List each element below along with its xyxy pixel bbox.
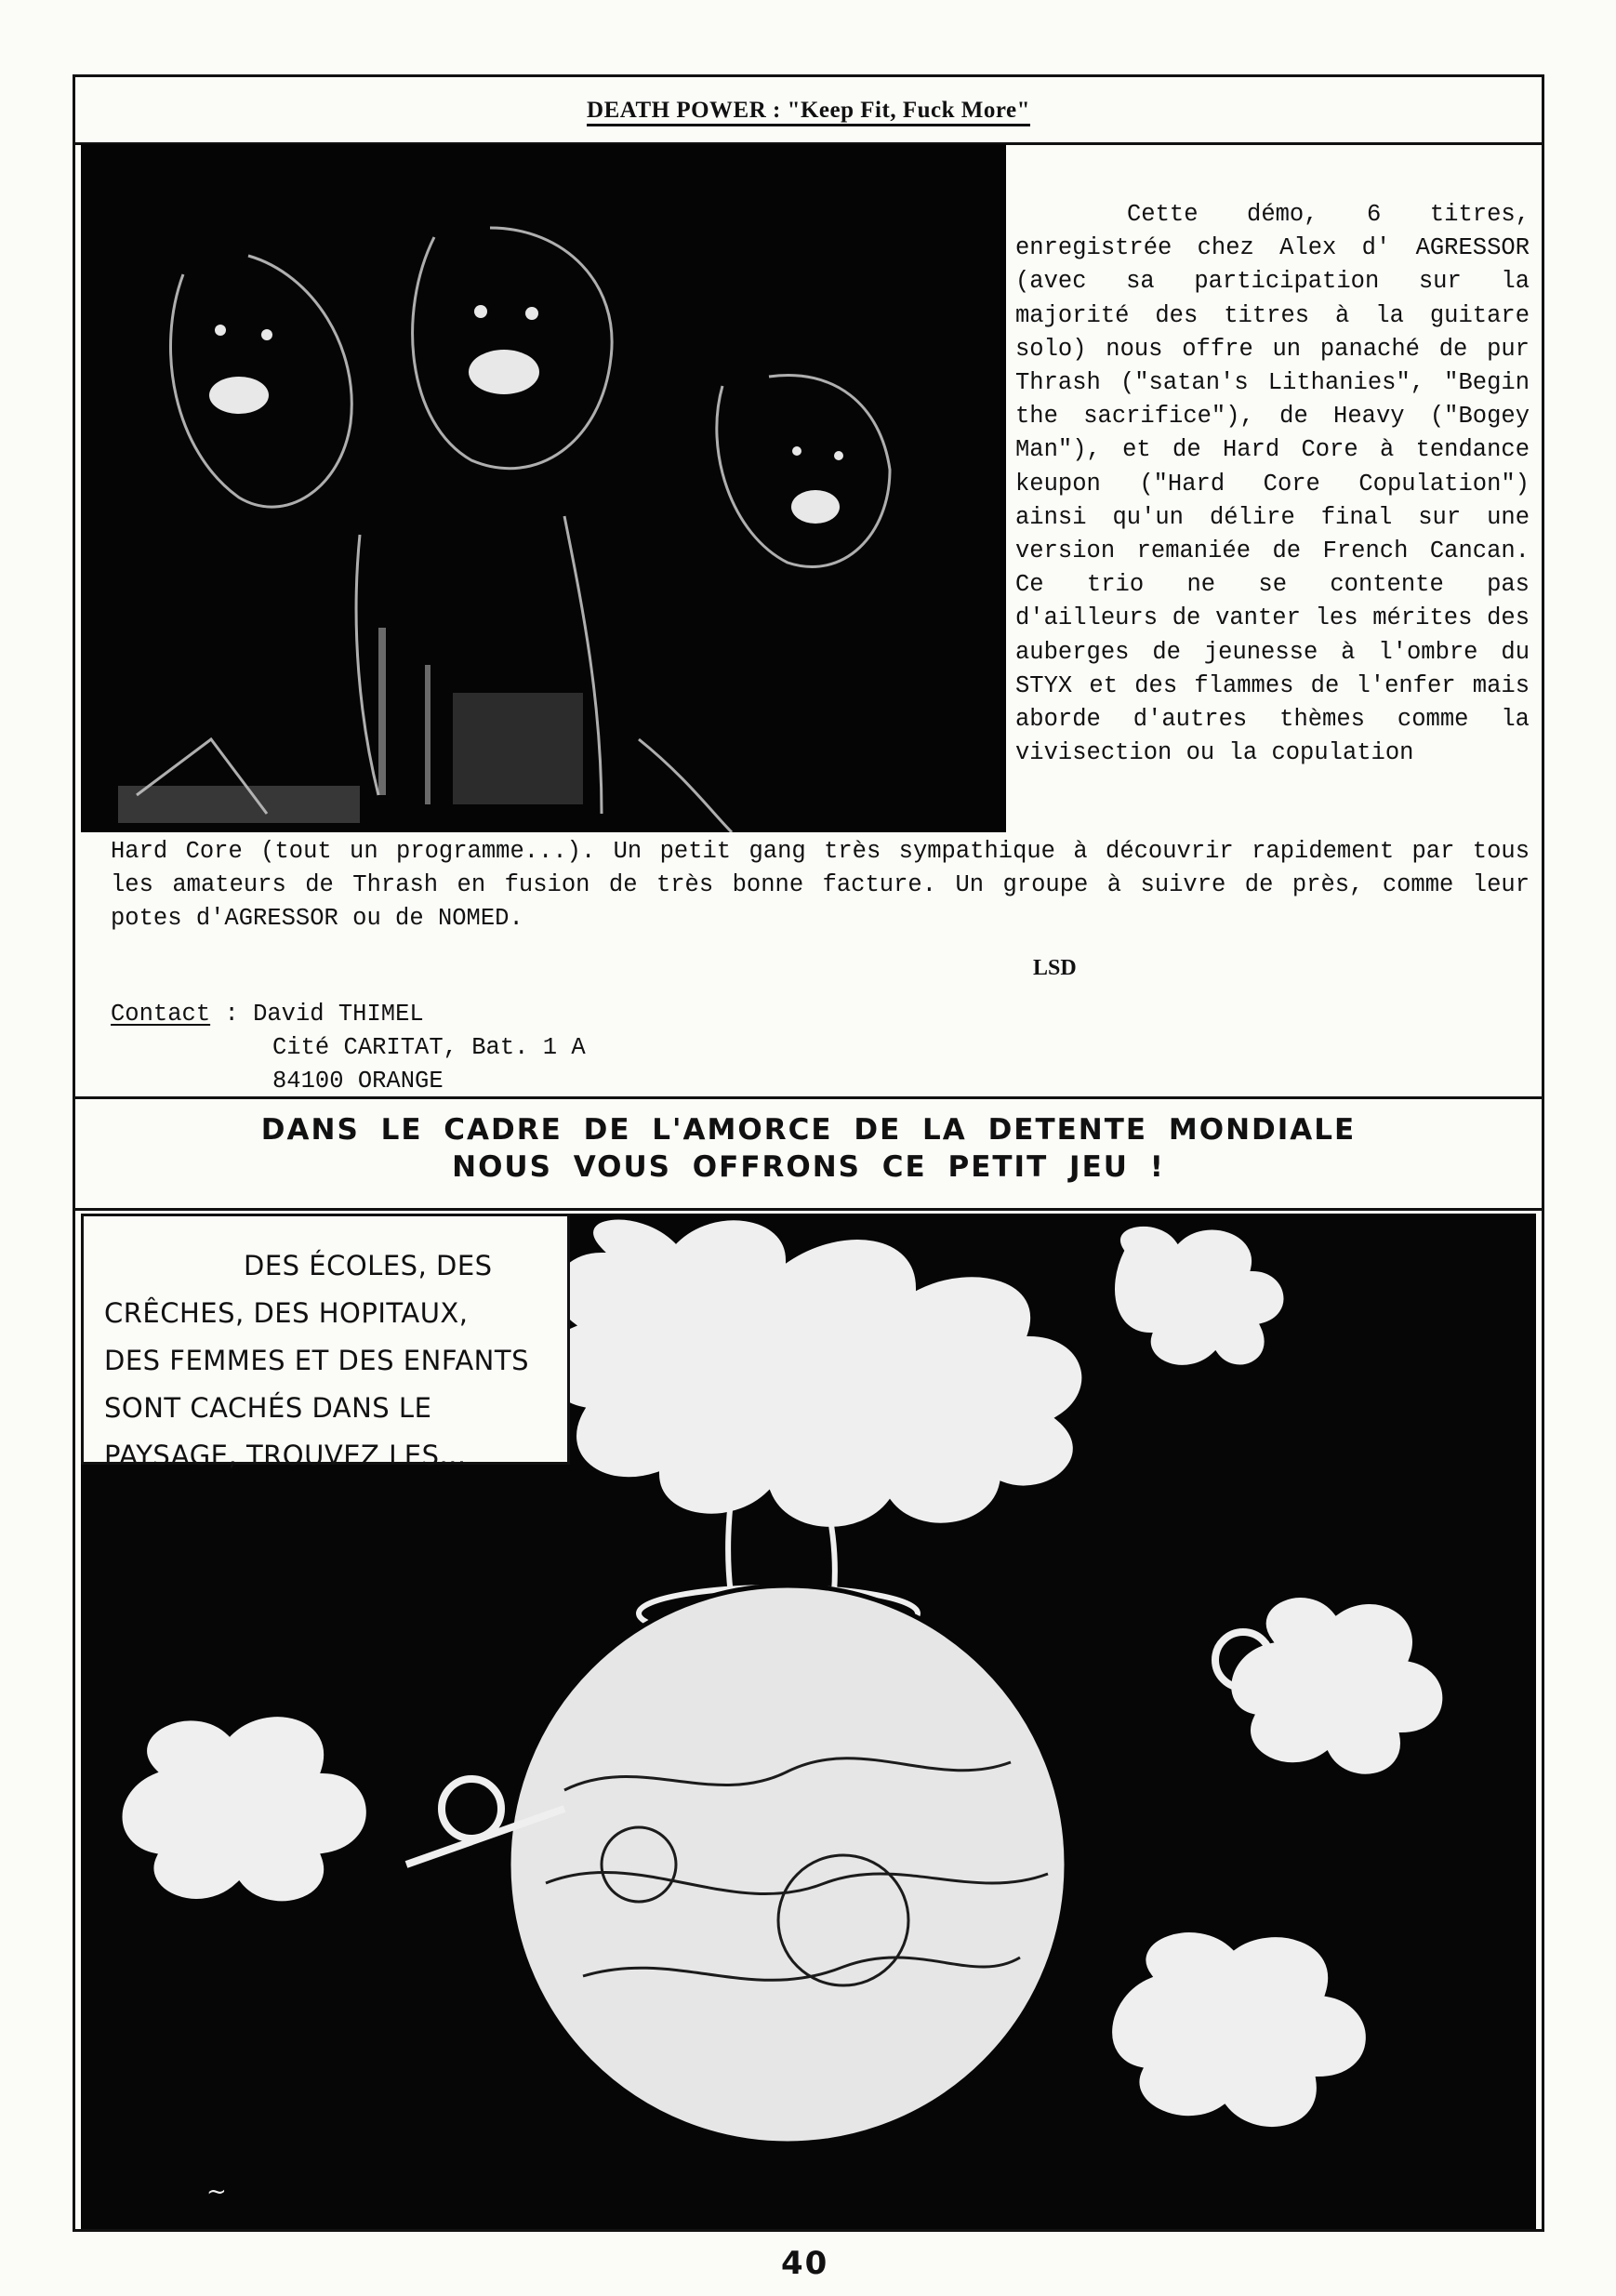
bubble-line-4: SONT CACHÉS DANS LE — [104, 1392, 432, 1424]
bubble-line-1: DES ÉCOLES, DES — [244, 1250, 493, 1281]
divider — [75, 1208, 1542, 1211]
contact-label: Contact — [111, 1001, 211, 1028]
game-headline-line1: DANS LE CADRE DE L'AMORCE DE LA DETENTE MONDIALE — [260, 1113, 1357, 1147]
contact-block — [111, 998, 586, 1098]
game-headline-line2: NOUS VOUS OFFRONS CE PETIT JEU ! — [452, 1150, 1165, 1184]
bubble-line-5: PAYSAGE, TROUVEZ LES... — [104, 1440, 467, 1471]
band-photo-drawing — [81, 144, 1006, 832]
divider — [75, 1096, 1542, 1099]
review-text-column: Cette démo, 6 titres, enregistrée chez Alex d' AGRESSOR (avec sa participation sur la majorité des titres à la guitare solo) nous offre un panaché de pur Thrash ("satan's Lithanies", "Begin the sacrifice"), de Heavy ("Bogey Man"), et de Hard Core à tendance keupon ("Hard Core Copulation") ainsi qu'un délire final sur une version remaniée de French Cancan. Ce trio ne se contente pas d'ailleurs de vanter les mérites des auberges de jeunesse à l'ombre du STYX et des flammes de l'enfer mais aborde d'autres thèmes comme la vivisection ou la copulation — [1015, 201, 1530, 767]
review-title: DEATH POWER : "Keep Fit, Fuck More" — [75, 98, 1542, 124]
bubble-line-2: CRÊCHES, DES HOPITAUX, — [104, 1297, 469, 1329]
review-text-continued: Hard Core (tout un programme...). Un petit gang très sympathique à découvrir rapidement par tous les amateurs de Thrash en fusion de très bonne facture. Un groupe à suivre de près, comme leur potes d'AGRESSOR ou de NOMED. — [111, 838, 1530, 933]
contact-address-line1: Cité CARITAT, Bat. 1 A — [272, 1034, 586, 1061]
bubble-line-3: DES FEMMES ET DES ENFANTS — [104, 1345, 530, 1376]
svg-text:~: ~ — [206, 2178, 227, 2206]
contact-name: David THIMEL — [253, 1001, 424, 1028]
review-signature: LSD — [1033, 956, 1077, 980]
cartoon-illustration — [81, 1214, 1536, 2229]
game-headline — [75, 1111, 1542, 1186]
band-photo — [81, 144, 1006, 832]
page-frame — [73, 74, 1544, 2232]
contact-address-line2: 84100 ORANGE — [272, 1068, 444, 1095]
contact-separator: : — [224, 1001, 239, 1028]
page-number: 40 — [781, 2245, 829, 2282]
speech-bubble — [81, 1214, 570, 1471]
